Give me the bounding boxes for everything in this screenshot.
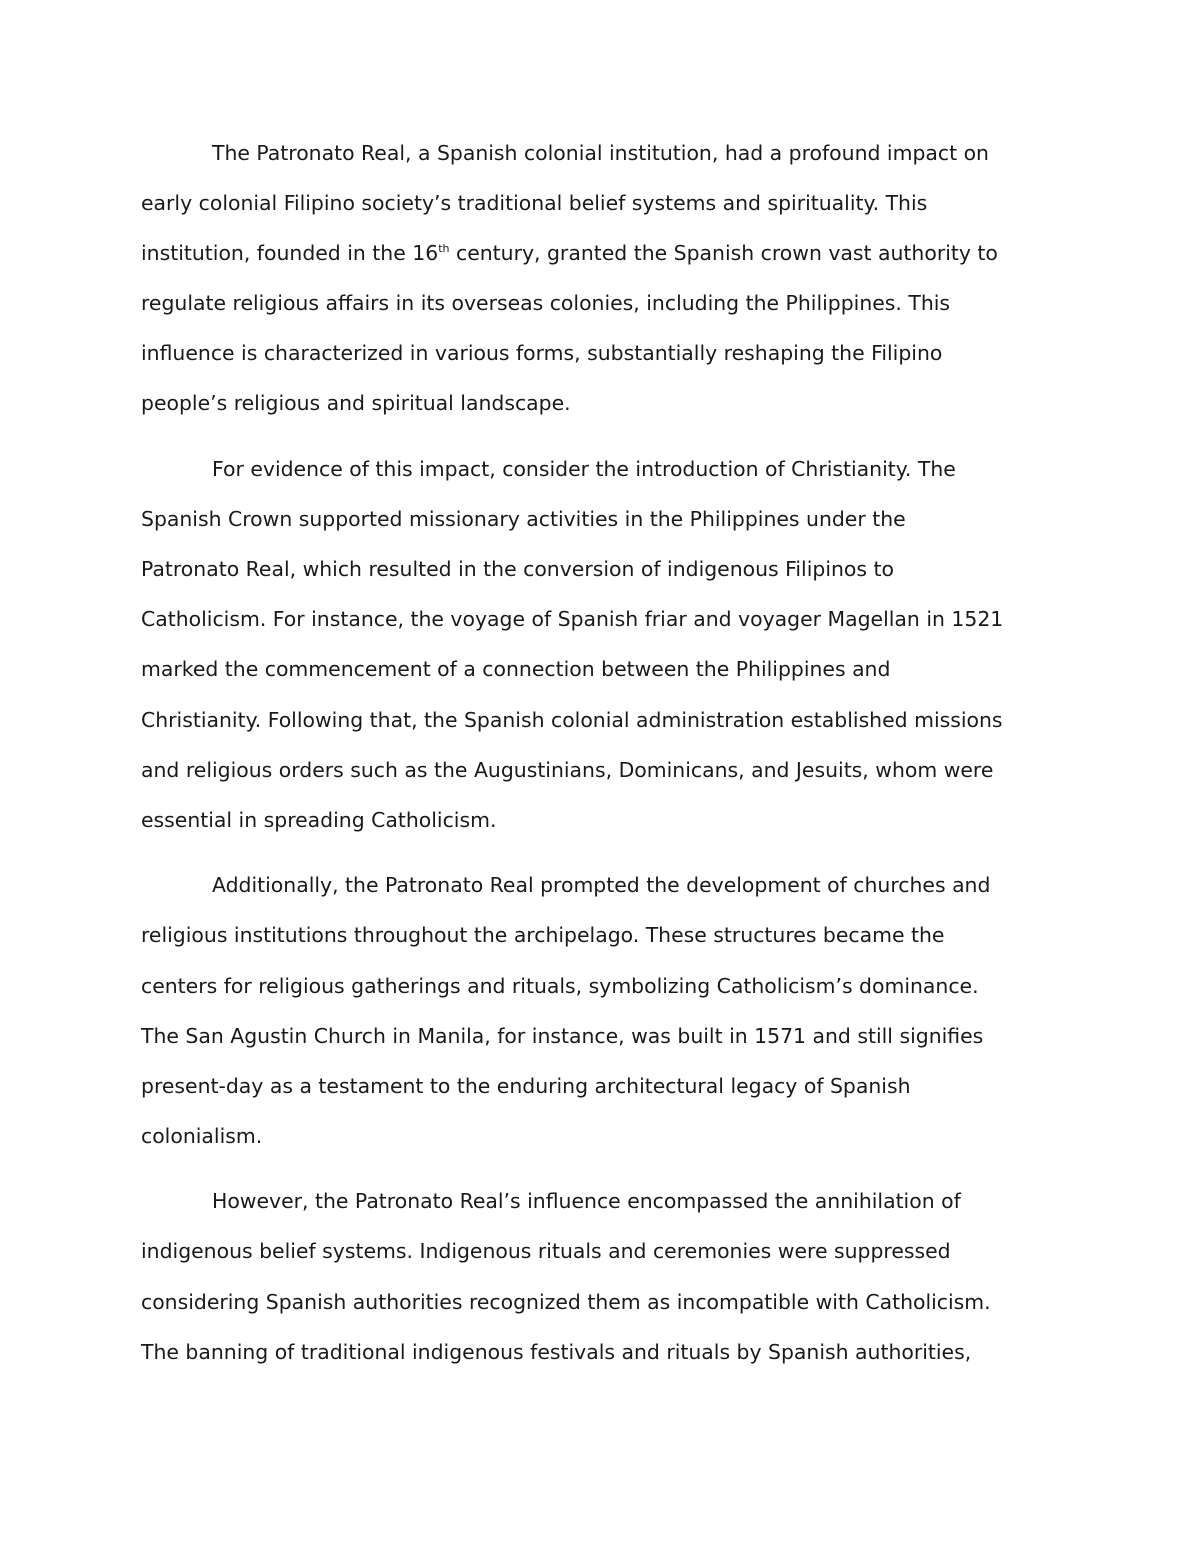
paragraph-2-line-4: Catholicism. For instance, the voyage of Spanish friar and voyager Magellan in 1521 — [141, 607, 1004, 632]
paragraph-2 — [141, 444, 1053, 845]
paragraph-4-line-1: However, the Patronato Real’s influence encompassed the annihilation of — [212, 1189, 961, 1214]
paragraph-2-line-6: Christianity. Following that, the Spanish colonial administration established missions — [141, 707, 1003, 732]
paragraph-3 — [141, 860, 1053, 1161]
line-3-text-start: institution, founded in the 16 — [141, 241, 439, 266]
paragraph-1-line-5: influence is characterized in various forms, substantially reshaping the Filipino — [141, 341, 943, 366]
paragraph-3-line-6: colonialism. — [141, 1123, 263, 1148]
paragraph-1-line-3 — [141, 228, 1053, 278]
paragraph-3-line-3: centers for religious gatherings and rituals, symbolizing Catholicism’s dominance. — [141, 973, 979, 998]
paragraph-3-line-2: religious institutions throughout the archipelago. These structures became the — [141, 923, 945, 948]
paragraph-2-line-8: essential in spreading Catholicism. — [141, 807, 497, 832]
paragraph-2-line-5: marked the commencement of a connection between the Philippines and — [141, 657, 891, 682]
line-3-text-end: century, granted the Spanish crown vast authority to — [449, 241, 998, 266]
paragraph-1 — [141, 128, 1053, 429]
paragraph-3-line-4: The San Agustin Church in Manila, for instance, was built in 1571 and still signifies — [141, 1023, 984, 1048]
paragraph-3-line-1: Additionally, the Patronato Real prompted the development of churches and — [212, 873, 991, 898]
paragraph-2-line-2: Spanish Crown supported missionary activities in the Philippines under the — [141, 507, 906, 532]
paragraph-1-line-6: people’s religious and spiritual landscape. — [141, 391, 571, 416]
document-body — [141, 128, 1053, 1392]
paragraph-4-line-3: considering Spanish authorities recognized them as incompatible with Catholicism. — [141, 1289, 991, 1314]
paragraph-4-line-4: The banning of traditional indigenous festivals and rituals by Spanish authorities, — [141, 1339, 972, 1364]
paragraph-1-line-1: The Patronato Real, a Spanish colonial institution, had a profound impact on — [212, 141, 989, 165]
paragraph-2-line-7: and religious orders such as the Augustinians, Dominicans, and Jesuits, whom were — [141, 757, 994, 782]
paragraph-4-line-2: indigenous belief systems. Indigenous rituals and ceremonies were suppressed — [141, 1239, 951, 1264]
paragraph-4 — [141, 1176, 1053, 1376]
paragraph-1-line-2: early colonial Filipino society’s traditional belief systems and spirituality. This — [141, 191, 928, 216]
paragraph-2-line-3: Patronato Real, which resulted in the conversion of indigenous Filipinos to — [141, 557, 894, 582]
paragraph-1-line-4: regulate religious affairs in its overseas colonies, including the Philippines. This — [141, 291, 951, 316]
paragraph-2-line-1: For evidence of this impact, consider the introduction of Christianity. The — [212, 457, 956, 482]
ordinal-superscript: th — [438, 242, 450, 256]
paragraph-3-line-5: present-day as a testament to the enduring architectural legacy of Spanish — [141, 1073, 911, 1098]
